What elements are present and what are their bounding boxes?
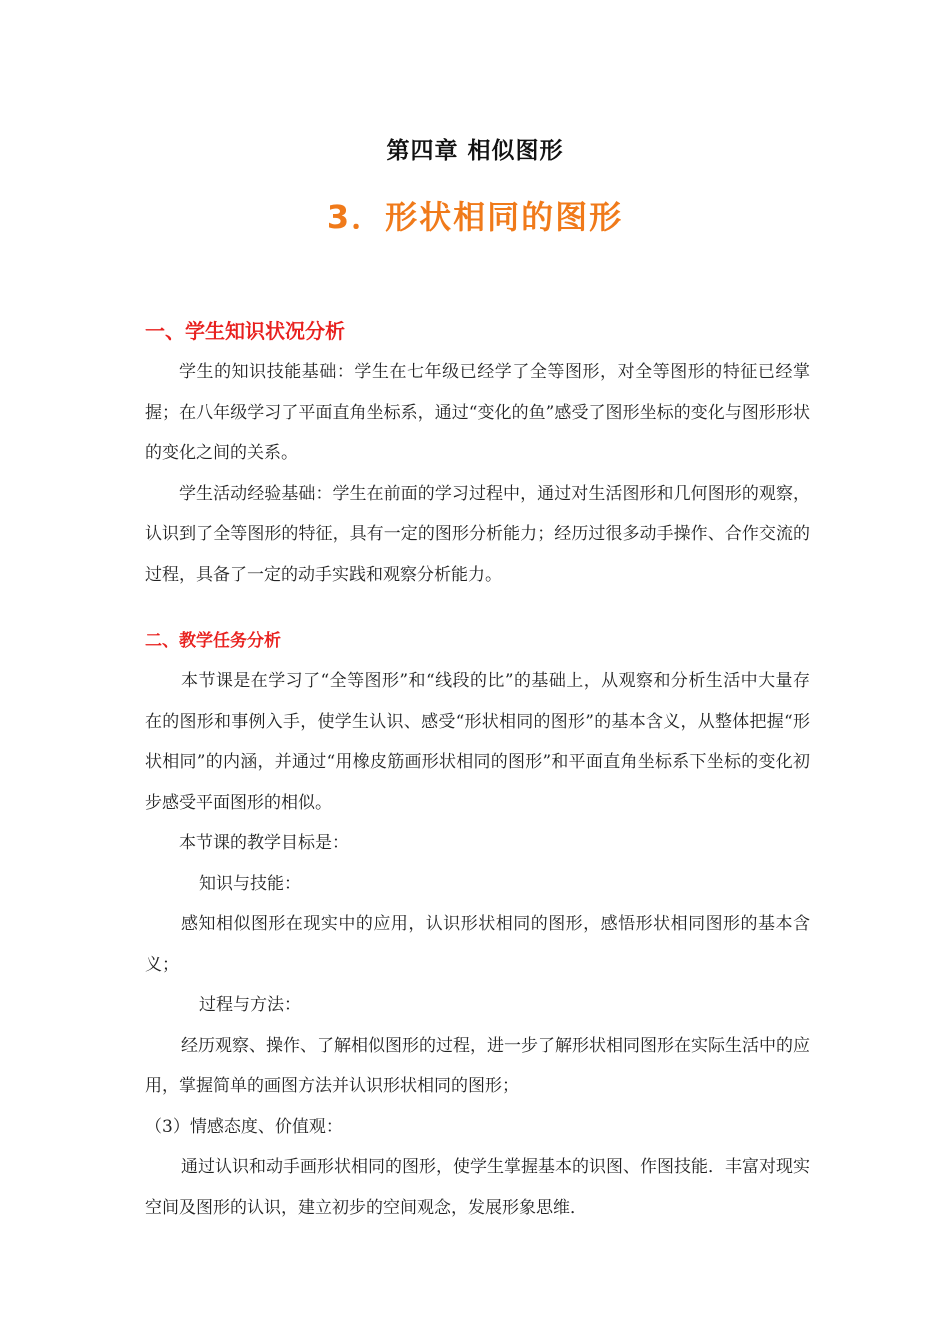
label-attitudes-values: （3）情感态度、价值观： [145,1116,343,1137]
paragraph-knowledge-skills: 感知相似图形在现实中的应用，认识形状相同的图形，感悟形状相同图形的基本含义； [145,914,810,975]
section-heading-student-analysis: 一、学生知识状况分析 [145,319,345,343]
lesson-title: 3．形状相同的图形 [326,198,624,236]
label-process-methods: 过程与方法： [199,995,301,1015]
chapter-title: 第四章 相似图形 [386,138,564,164]
paragraph-lesson-overview: 本节课是在学习了“全等图形”和“线段的比”的基础上，从观察和分析生活中大量存在的图形和事例入手，使学生认识、感受“形状相同的图形”的基本含义，从整体把握“形状相同”的内涵，并通过“用橡皮筋画形状相同的图形”和平面直角坐标系下坐标的变化初步感受平面图形的相似。 [145,671,810,813]
document-body [145,314,810,1228]
section-heading-task-analysis: 二、教学任务分析 [145,631,281,651]
paragraph-process-methods: 经历观察、操作、了解相似图形的过程，进一步了解形状相同图形在实际生活中的应用，掌握简单的画图方法并认识形状相同的图形； [145,1035,810,1096]
paragraph-knowledge-basis: 学生的知识技能基础：学生在七年级已经学了全等图形，对全等图形的特征已经掌握；在八年级学习了平面直角坐标系，通过“变化的鱼”感受了图形坐标的变化与图形形状的变化之间的关系。 [145,362,810,463]
paragraph-attitudes-values: 通过认识和动手画形状相同的图形，使学生掌握基本的识图、作图技能．丰富对现实空间及图形的认识，建立初步的空间观念，发展形象思维． [145,1157,810,1218]
paragraph-activity-basis: 学生活动经验基础：学生在前面的学习过程中，通过对生活图形和几何图形的观察，认识到了全等图形的特征，具有一定的图形分析能力；经历过很多动手操作、合作交流的过程，具备了一定的动手实践和观察分析能力。 [145,483,810,585]
label-knowledge-skills: 知识与技能： [199,873,301,894]
paragraph-objectives-intro: 本节课的教学目标是： [179,833,349,853]
